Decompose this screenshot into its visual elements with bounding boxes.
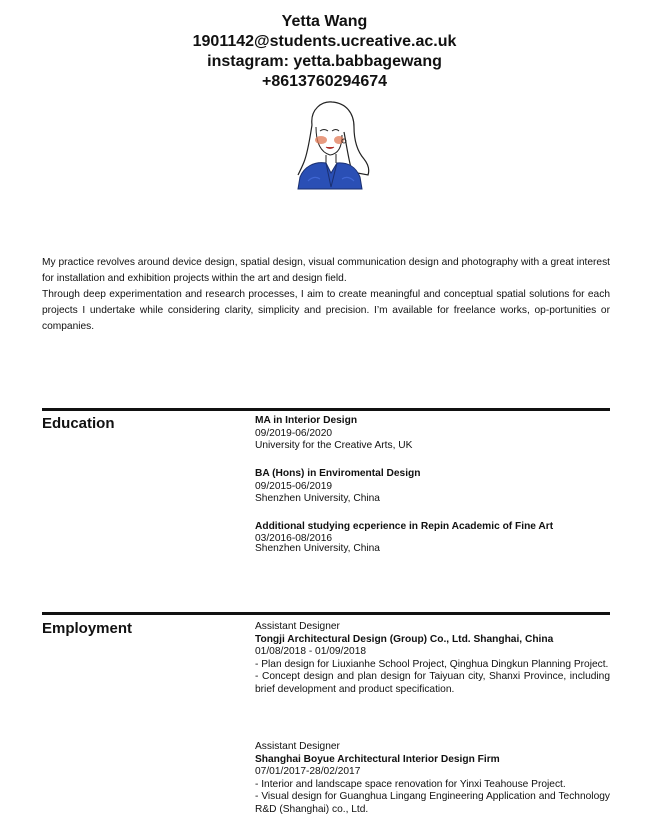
role: Assistant Designer [255, 741, 340, 752]
name: Yetta Wang [281, 13, 368, 30]
bio-paragraph-2: Through deep experimentation and research processes, I aim to create meaningful and conceptual spatial solutions for each projects I undertake while considering clarity, simplicity and precision. I’m available for freelance works, op-portunities or companies. [42, 289, 610, 332]
company: Shanghai Boyue Architectural Interior Design Firm [255, 753, 500, 765]
dates: 09/2015-06/2019 [255, 480, 333, 492]
dates: 07/01/2017-28/02/2017 [255, 766, 361, 777]
duty: - Interior and landscape space renovation for Yinxi Teahouse Project. [255, 778, 566, 790]
school: Shenzhen University, China [255, 542, 380, 554]
portrait-illustration [282, 97, 377, 197]
dates: 01/08/2018 - 01/09/2018 [255, 646, 367, 657]
education-divider [42, 408, 610, 411]
role: Assistant Designer [255, 621, 340, 632]
duty: - Concept design and plan design for Taiyuan city, Shanxi Province, including brief development and product specification. [255, 671, 610, 695]
education-item [255, 468, 610, 506]
bio-text [42, 255, 610, 335]
education-item [255, 521, 610, 555]
degree: BA (Hons) in Enviromental Design [255, 468, 421, 479]
education-item [255, 415, 610, 453]
degree: Additional studying ecperience in Repin Academic of Fine Art [255, 521, 554, 532]
bio-paragraph-1: My practice revolves around device design, spatial design, visual communication design and photography with a great interest for installation and exhibition projects within the art and design field. [42, 257, 610, 284]
employment-item [255, 741, 610, 816]
instagram[interactable]: instagram: yetta.babbagewang [207, 53, 442, 70]
employment-item [255, 621, 610, 696]
education-title: Education [42, 415, 115, 432]
dates: 03/2016-08/2016 [255, 532, 333, 544]
school: University for the Creative Arts, UK [255, 440, 413, 451]
company: Tongji Architectural Design (Group) Co., Ltd. Shanghai, China [255, 633, 554, 645]
contact-header [0, 12, 649, 92]
employment-divider [42, 612, 610, 615]
duty: - Plan design for Liuxianhe School Project, Qinghua Dingkun Planning Project. [255, 658, 609, 670]
degree: MA in Interior Design [255, 415, 358, 426]
school: Shenzhen University, China [255, 493, 380, 504]
duty: - Visual design for Guanghua Lingang Engineering Application and Technology R&D (Shanghai) co., Ltd. [255, 791, 610, 815]
employment-title: Employment [42, 620, 133, 637]
email[interactable]: 1901142@students.ucreative.ac.uk [192, 33, 457, 50]
dates: 09/2019-06/2020 [255, 427, 333, 439]
phone[interactable]: +8613760294674 [261, 73, 388, 90]
